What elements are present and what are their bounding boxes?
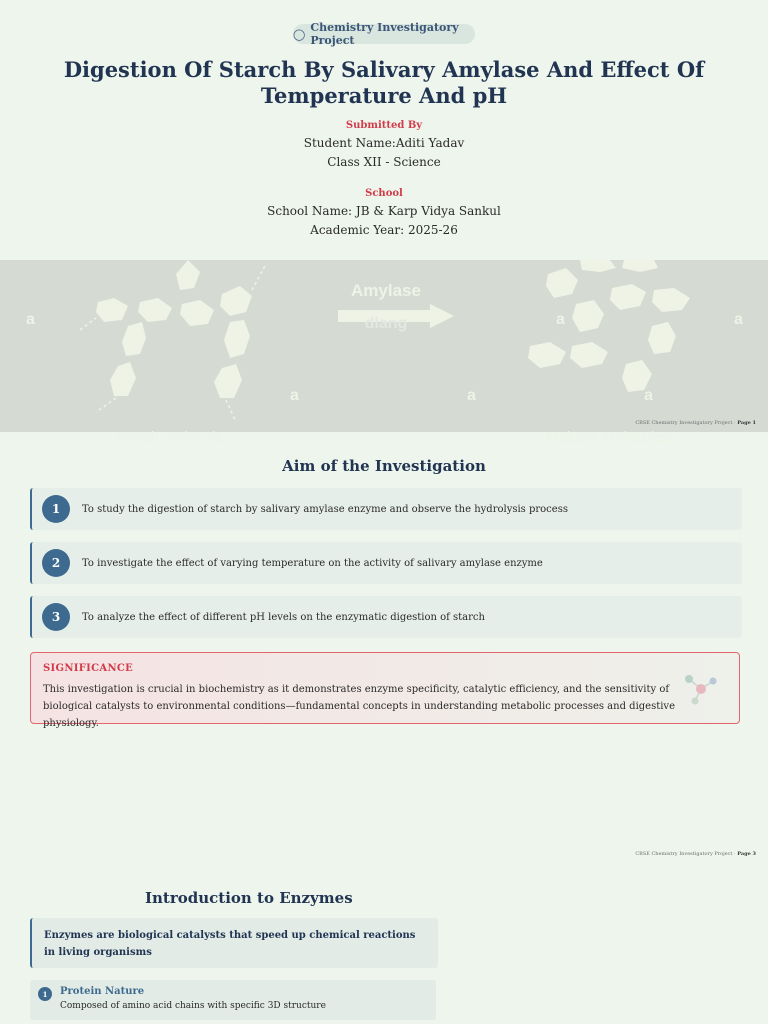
aim-text: To analyze the effect of different pH levels on the enzymatic digestion of starch: [82, 611, 485, 623]
student-class: Class XII - Science: [327, 155, 441, 169]
amylase-arrow-label: Amylase: [351, 281, 421, 300]
school-label: School: [365, 188, 403, 199]
submitted-by-label: Submitted By: [345, 120, 423, 131]
watermark-glyph: a: [290, 387, 299, 404]
footer-text: CBSE Chemistry Investigatory Project: [635, 420, 733, 426]
page-footer: CBSE Chemistry Investigatory Project · Page 3: [635, 851, 756, 857]
aim-text: To study the digestion of starch by salivary amylase enzyme and observe the hydrolysis process: [82, 503, 568, 515]
feature-description: Composed of amino acid chains with specific 3D structure: [60, 1001, 326, 1011]
watermark-glyph: a: [556, 311, 565, 328]
watermark-glyph: a: [26, 311, 35, 328]
significance-body: This investigation is crucial in biochemistry as it demonstrates enzyme specificity, catalytic efficiency, and the sensitivity of biological catalysts to environmental conditions—fundamental concepts in understanding metabolic processes and digestive physiology.: [43, 684, 675, 729]
starch-molecule-caption: Starch molecule: [116, 429, 224, 446]
feature-title: Protein Nature: [60, 986, 145, 997]
watermark-glyph: a: [644, 387, 653, 404]
aim-number-badge: 3: [42, 603, 70, 631]
aim-text: To investigate the effect of varying temperature on the activity of salivary amylase enzyme: [82, 557, 543, 569]
aim-number-badge: 1: [42, 495, 70, 523]
watermark-glyph: a: [734, 311, 743, 328]
footer-text: CBSE Chemistry Investigatory Project: [635, 851, 733, 857]
feature-number-badge: 1: [38, 987, 52, 1001]
enzyme-feature-card: [30, 980, 436, 1020]
page-title: Digestion Of Starch By Salivary Amylase And Effect Of Temperature And pH: [63, 57, 705, 108]
enzyme-definition-box: [30, 918, 438, 968]
watermark-glyph: a: [467, 387, 476, 404]
aim-item: [30, 542, 742, 584]
page-number: Page 1: [737, 420, 756, 426]
lightbulb-icon: ◯: [293, 27, 306, 41]
school-name: School Name: JB & Karp Vidya Sankul: [267, 204, 501, 218]
maltose-molecules-caption: Maltose Molecules: [546, 429, 671, 446]
academic-year: Academic Year: 2025-26: [310, 223, 458, 237]
badge-label: Chemistry Investigatory Project: [310, 21, 459, 47]
starch-to-maltose-illustration: [0, 260, 768, 446]
student-name: Student Name:Aditi Yadav: [303, 136, 465, 150]
aim-item: [30, 596, 742, 638]
aim-number-badge: 2: [42, 549, 70, 577]
molecule-icon: [681, 671, 721, 707]
starch-hydrolysis-banner: [0, 260, 768, 446]
intro-section-title: Introduction to Enzymes: [145, 889, 353, 907]
project-badge: [293, 21, 475, 47]
banner-page-footer: CBSE Chemistry Investigatory Project · Page 1: [635, 420, 756, 426]
significance-title: SIGNIFICANCE: [43, 663, 134, 674]
enzyme-definition: Enzymes are biological catalysts that speed up chemical reactions in living organisms: [44, 930, 416, 958]
significance-callout: [30, 652, 740, 729]
aim-item: [30, 488, 742, 530]
page-number: Page 3: [737, 851, 756, 857]
amylase-arrow-sublabel: dlang: [364, 315, 408, 332]
aim-section-title: Aim of the Investigation: [282, 457, 486, 475]
